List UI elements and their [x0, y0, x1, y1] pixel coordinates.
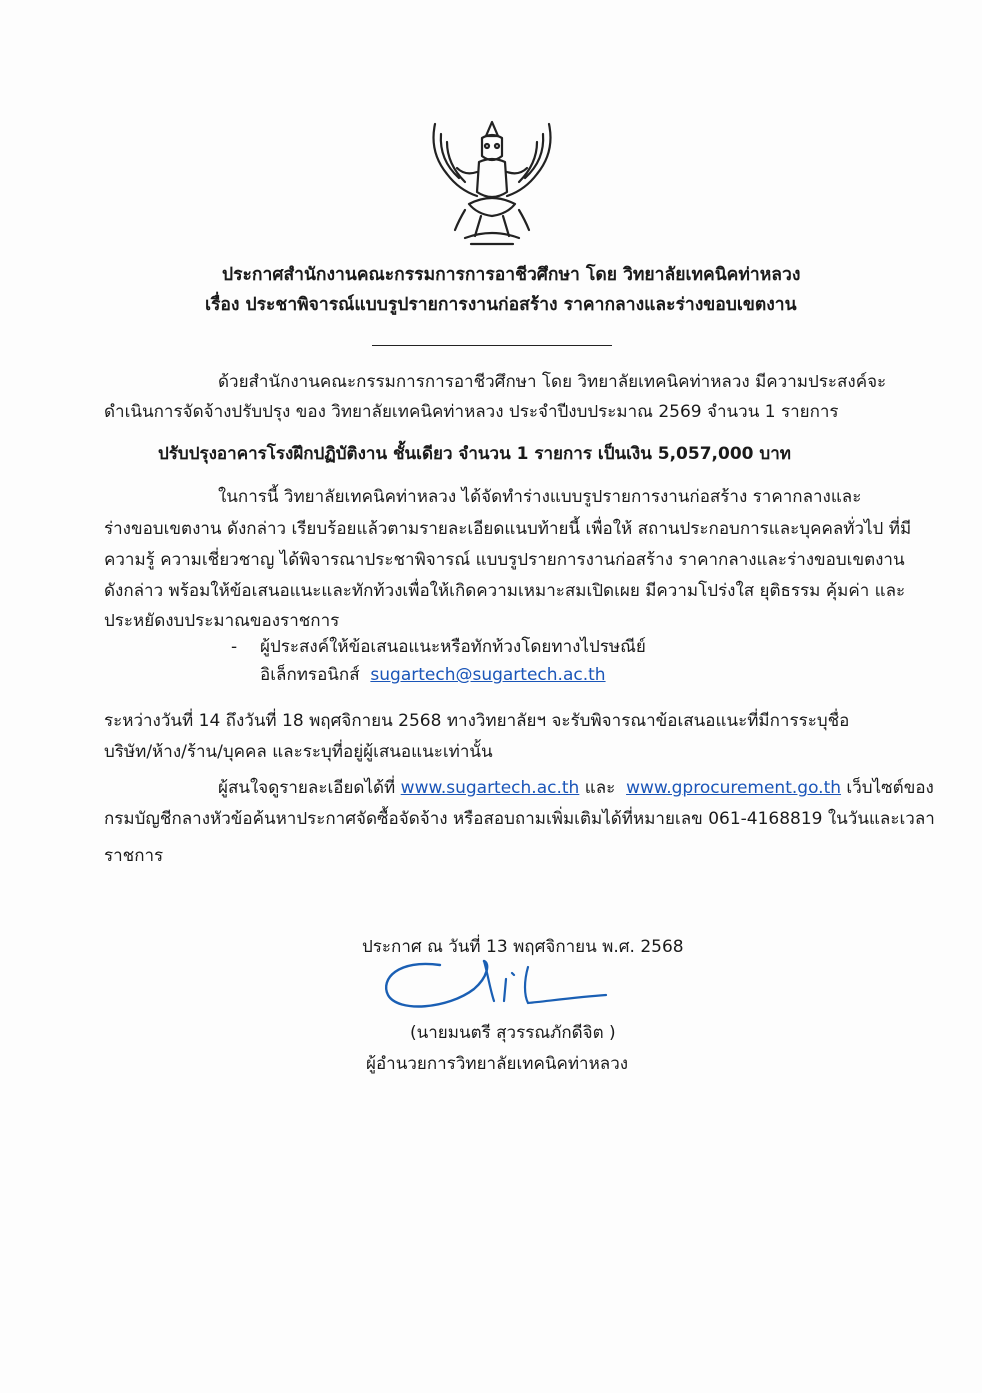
contact-post: เว็บไซต์ของ [846, 778, 934, 798]
signatory-name: (นายมนตรี สุวรรณภักดีจิต ) [410, 1023, 616, 1043]
title-underline [372, 345, 612, 346]
contact-pre: ผู้สนใจดูรายละเอียดได้ที่ [218, 778, 396, 798]
sugartech-link[interactable]: www.sugartech.ac.th [400, 778, 580, 798]
para2-line-4: ดังกล่าว พร้อมให้ข้อเสนอแนะและทักท้วงเพื่อให้เกิดความเหมาะสมเปิดเผย มีความโปร่งใส ยุติธรรม คุ้มค่า และ [104, 581, 906, 601]
email-link[interactable]: sugartech@sugartech.ac.th [370, 665, 606, 685]
handwritten-signature [378, 955, 618, 1025]
contact-line-3: ราชการ [104, 846, 164, 866]
email-label: อิเล็กทรอนิกส์ [260, 665, 360, 685]
intro-line-1: ด้วยสำนักงานคณะกรรมการการอาชีวศึกษา โดย วิทยาลัยเทคนิคท่าหลวง มีความประสงค์จะ [218, 372, 887, 392]
para2-line-3: ความรู้ ความเชี่ยวชาญ ได้พิจารณาประชาพิจารณ์ แบบรูปรายการงานก่อสร้าง ราคากลางและร่างขอบเขตงาน [104, 550, 905, 570]
signatory-position: ผู้อำนวยการวิทยาลัยเทคนิคท่าหลวง [366, 1054, 629, 1074]
contact-line-1 [218, 777, 934, 799]
para2-line-1: ในการนี้ วิทยาลัยเทคนิคท่าหลวง ได้จัดทำร่างแบบรูปรายการงานก่อสร้าง ราคากลางและ [218, 487, 862, 507]
title-line-2: เรื่อง ประชาพิจารณ์แบบรูปรายการงานก่อสร้าง ราคากลางและร่างขอบเขตงาน [205, 295, 797, 315]
contact-and: และ [584, 778, 616, 798]
email-row [260, 664, 606, 686]
para2-line-5: ประหยัดงบประมาณของราชการ [104, 611, 340, 631]
garuda-emblem [425, 112, 559, 252]
project-line: ปรับปรุงอาคารโรงฝึกปฏิบัติงาน ชั้นเดียว จำนวน 1 รายการ เป็นเงิน 5,057,000 บาท [158, 444, 791, 464]
period-line-2: บริษัท/ห้าง/ร้าน/บุคคล และระบุที่อยู่ผู้เสนอแนะเท่านั้น [104, 742, 493, 762]
bullet-dash: - [231, 637, 238, 657]
period-line-1: ระหว่างวันที่ 14 ถึงวันที่ 18 พฤศจิกายน 2568 ทางวิทยาลัยฯ จะรับพิจารณาข้อเสนอแนะที่มีการระบุชื่อ [104, 711, 850, 731]
bullet-text: ผู้ประสงค์ให้ข้อเสนอแนะหรือทักท้วงโดยทางไปรษณีย์ [260, 637, 646, 657]
para2-line-2: ร่างขอบเขตงาน ดังกล่าว เรียบร้อยแล้วตามรายละเอียดแนบท้ายนี้ เพื่อให้ สถานประกอบการและบุคคลทั่วไป ที่มี [104, 519, 912, 539]
intro-line-2: ดำเนินการจัดจ้างปรับปรุง ของ วิทยาลัยเทคนิคท่าหลวง ประจำปีงบประมาณ 2569 จำนวน 1 รายการ [104, 402, 839, 422]
title-line-1: ประกาศสำนักงานคณะกรรมการการอาชีวศึกษา โดย วิทยาลัยเทคนิคท่าหลวง [222, 265, 801, 285]
contact-line-2: กรมบัญชีกลางหัวข้อค้นหาประกาศจัดซื้อจัดจ้าง หรือสอบถามเพิ่มเติมได้ที่หมายเลข 061-4168819 ในวันและเวลา [104, 809, 935, 829]
gprocurement-link[interactable]: www.gprocurement.go.th [626, 778, 842, 798]
signature-date: ประกาศ ณ วันที่ 13 พฤศจิกายน พ.ศ. 2568 [362, 937, 684, 957]
